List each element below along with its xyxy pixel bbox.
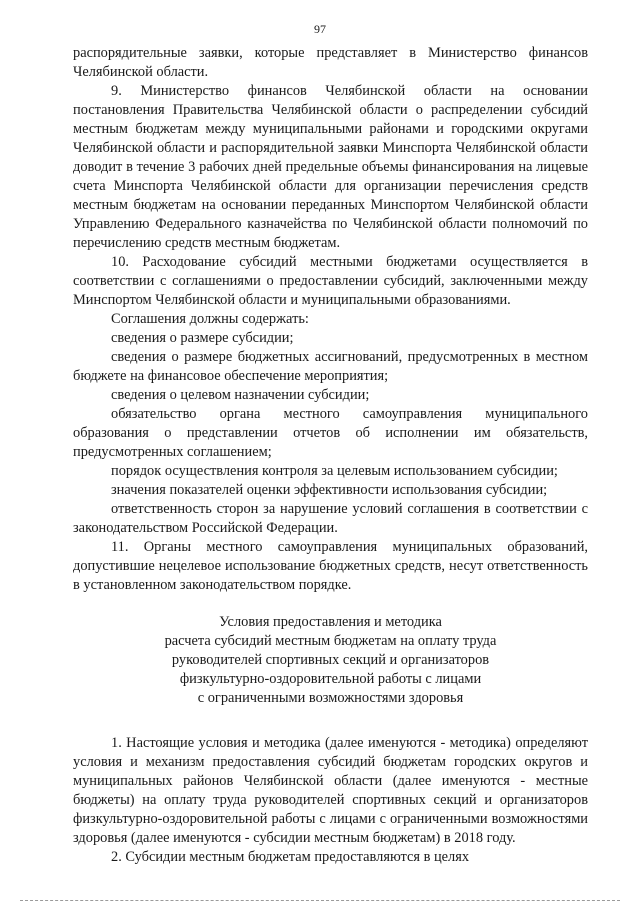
paragraph: распорядительные заявки, которые представляет в Министерство финансов Челябинской области.	[73, 45, 588, 80]
paragraph: Соглашения должны содержать:	[111, 311, 309, 327]
list-item: сведения о целевом назначении субсидии;	[111, 387, 370, 403]
list-item: обязательство органа местного самоуправления муниципального образования о представлении отчетов об исполнении им обязательств, предусмотренных соглашением;	[73, 406, 588, 460]
heading-line: расчета субсидий местным бюджетам на оплату труда	[164, 633, 497, 649]
section-heading	[73, 613, 588, 708]
heading-line: с ограниченными возможностями здоровья	[197, 690, 464, 706]
page-number: 97	[314, 22, 326, 36]
list-item: порядок осуществления контроля за целевым использованием субсидии;	[111, 463, 558, 479]
paragraph: 9. Министерство финансов Челябинской области на основании постановления Правительства Челябинской области о распределении субсидий местным бюджетам между муниципальными районами и городскими округами Челябинской области и распорядительной заявки Минспорта Челябинской области доводит в течение 3 рабочих дней предельные объемы финансирования на лицевые счета Минспорта Челябинской области для организации перечисления средств местным бюджетам на основании переданных Минспортом Челябинской области Управлению Федерального казначейства по Челябинской области полномочий по перечислению средств местным бюджетам.	[73, 83, 588, 251]
heading-line: руководителей спортивных секций и организаторов	[171, 652, 490, 668]
paragraph: 11. Органы местного самоуправления муниципальных образований, допустившие нецелевое использование бюджетных средств, несут ответственность в установленном законодательством порядке.	[73, 539, 588, 593]
list-item: ответственность сторон за нарушение условий соглашения в соответствии с законодательством Российской Федерации.	[73, 501, 588, 536]
list-item: сведения о размере бюджетных ассигнований, предусмотренных в местном бюджете на финансовое обеспечение мероприятия;	[73, 349, 588, 384]
scan-edge-line	[20, 900, 620, 901]
heading-line: Условия предоставления и методика	[219, 614, 442, 630]
paragraph: 10. Расходование субсидий местными бюджетами осуществляется в соответствии с соглашениями о предоставлении субсидий, заключенными между Минспортом Челябинской области и муниципальными образованиями.	[73, 254, 588, 308]
list-item: значения показателей оценки эффективности использования субсидии;	[111, 482, 548, 498]
document-body	[73, 44, 588, 867]
heading-line: физкультурно-оздоровительной работы с лицами	[179, 671, 482, 687]
list-item: сведения о размере субсидии;	[111, 330, 294, 346]
paragraph: 1. Настоящие условия и методика (далее именуются - методика) определяют условия и механизм предоставления субсидий бюджетам городских округов и муниципальных районов Челябинской области (далее именуются - местные бюджеты) на оплату труда руководителей спортивных секций и организаторов физкультурно-оздоровительной работы с лицами с ограниченными возможностями здоровья (далее именуются - субсидии местным бюджетам) в 2018 году.	[73, 735, 588, 846]
paragraph: 2. Субсидии местным бюджетам предоставляются в целях	[111, 849, 470, 865]
